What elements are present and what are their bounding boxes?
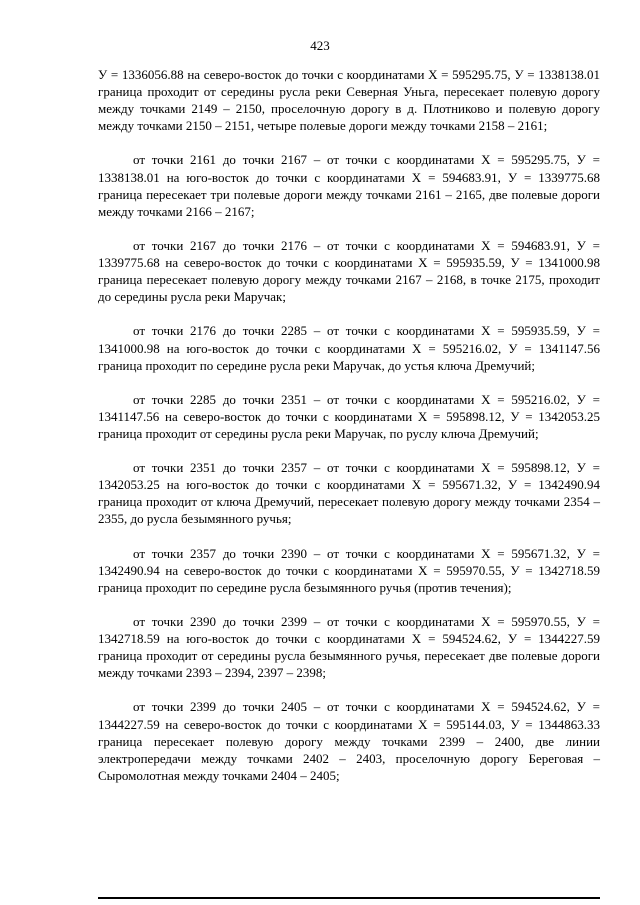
document-body (98, 66, 600, 801)
paragraph: от точки 2390 до точки 2399 – от точки с координатами Х = 595970.55, У = 1342718.59 на юго-восток до точки с координатами Х = 594524.62, У = 1344227.59 граница проходит от середины русла безымянного ручья, пересекает две полевые дороги между точками 2393 – 2394, 2397 – 2398; (98, 614, 600, 681)
paragraph: от точки 2167 до точки 2176 – от точки с координатами Х = 594683.91, У = 1339775.68 на северо-восток до точки с координатами Х = 595935.59, У = 1341000.98 граница пересекает полевую дорогу между точками 2167 – 2168, в точке 2175, проходит до середины русла реки Маручак; (98, 237, 600, 305)
footer-divider (98, 897, 600, 899)
paragraph: У = 1336056.88 на северо-восток до точки с координатами Х = 595295.75, У = 1338138.01 граница проходит от середины русла реки Северная Уньга, пересекает полевую дорогу между точками 2149 – 2150, проселочную дорогу в д. Плотниково и полевую дорогу между точками 2150 – 2151, четыре полевые дороги между точками 2158 – 2161; (98, 67, 600, 134)
paragraph: от точки 2176 до точки 2285 – от точки с координатами Х = 595935.59, У = 1341000.98 на юго-восток до точки с координатами Х = 595216.02, У = 1341147.56 граница проходит по середине русла реки Маручак, до устья ключа Дремучий; (98, 323, 600, 373)
page-number: 423 (310, 38, 330, 53)
paragraph: от точки 2285 до точки 2351 – от точки с координатами Х = 595216.02, У = 1341147.56 на северо-восток до точки с координатами Х = 595898.12, У = 1342053.25 граница проходит от середины русла реки Маручак, по руслу ключа Дремучий; (98, 391, 600, 441)
paragraph: от точки 2351 до точки 2357 – от точки с координатами Х = 595898.12, У = 1342053.25 на юго-восток до точки с координатами Х = 595671.32, У = 1342490.94 граница проходит от ключа Дремучий, пересекает полевую дорогу между точками 2354 – 2355, до русла безымянного ручья; (98, 460, 600, 527)
paragraph: от точки 2357 до точки 2390 – от точки с координатами Х = 595671.32, У = 1342490.94 на северо-восток до точки с координатами Х = 595970.55, У = 1342718.59 граница проходит по середине русла безымянного ручья (против течения); (98, 545, 600, 595)
paragraph: от точки 2161 до точки 2167 – от точки с координатами Х = 595295.75, У = 1338138.01 на юго-восток до точки с координатами Х = 594683.91, У = 1339775.68 граница пересекает три полевые дороги между точками 2161 – 2165, две полевые дороги между точками 2166 – 2167; (98, 152, 600, 219)
paragraph: от точки 2399 до точки 2405 – от точки с координатами Х = 594524.62, У = 1344227.59 на северо-восток до точки с координатами Х = 595144.03, У = 1344863.33 граница пересекает полевую дорогу между точками 2399 – 2400, две линии электропередачи между точками 2402 – 2403, проселочную дорогу Береговая – Сыромолотная между точками 2404 – 2405; (98, 699, 600, 783)
